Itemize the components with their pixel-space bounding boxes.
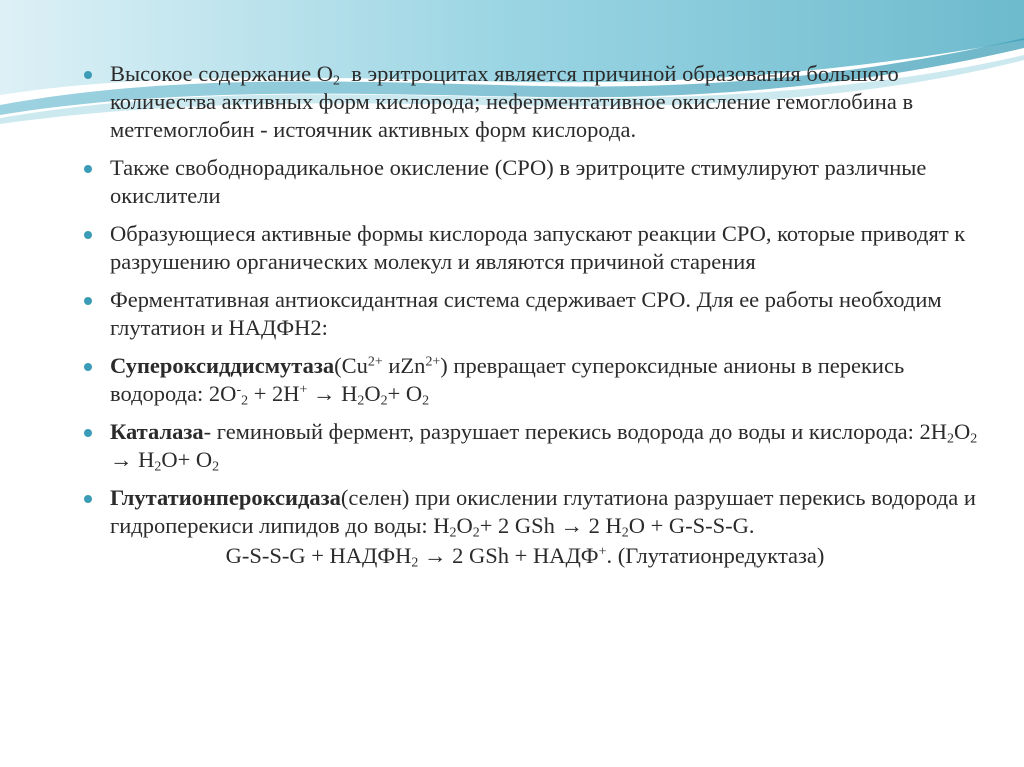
list-item: Образующиеся активные формы кислорода запускают реакции СРО, которые приводят к разрушению органических молекул и являются причиной старения [80, 220, 980, 276]
circle-bullet-icon [84, 297, 92, 305]
circle-bullet-icon [84, 231, 92, 239]
list-item: Каталаза- геминовый фермент, разрушает перекись водорода до воды и кислорода: $2H_2O_2 \to H_2O+ O_2$ [80, 418, 980, 474]
list-item: Ферментативная антиоксидантная система сдерживает СРО. Для ее работы необходим глутатион и НАДФН2: [80, 286, 980, 342]
list-item: Высокое содержание $O_2$ в эритроцитах является причиной образования большого количества активных форм кислорода; неферментативное окисление гемоглобина в метгемоглобин - истоячник активных форм кислорода. [80, 60, 980, 144]
enzyme-name: Супероксиддисмутаза [110, 353, 335, 378]
circle-bullet-icon [84, 165, 92, 173]
enzyme-name: Глутатионпероксидаза [110, 485, 341, 510]
list-item: $Супероксиддисмутаза(Cu^{2+}$ иZn$^{2+}$) превращает супероксидные анионы в перекись водорода: $2O^-_2 + 2H^+ \to H_2O_2+ O_2$ [80, 352, 980, 408]
circle-bullet-icon [84, 495, 92, 503]
reaction-formula-centered: $G-S-S-G + НАДФН_2 \to 2$ GSh + НАДФ+. (Глутатионредуктаза) [225, 543, 825, 571]
reaction-formula: $H_2O_2+ 2$ GSh → 2 $H_2O + G-S-S-G$. [433, 513, 755, 541]
bullet-list [80, 60, 980, 570]
circle-bullet-icon [84, 363, 92, 371]
slide-content [80, 60, 980, 580]
enzyme-name: Каталаза [110, 419, 204, 444]
circle-bullet-icon [84, 71, 92, 79]
list-item: Также свободнорадикальное окисление (СРО) в эритроците стимулируют различные окислители [80, 154, 980, 210]
list-item: Глутатионпероксидаза(селен) при окислении глутатиона разрушает перекись водорода и гидроперекиси липидов до воды: $H_2O_2+ 2$ GSh → 2 $H_2O + G-S-S-G$. $G-S-S-G + НАДФН_2 \to 2$ GSh + НАДФ+. (Глутатионредуктаза) [80, 484, 980, 570]
circle-bullet-icon [84, 429, 92, 437]
